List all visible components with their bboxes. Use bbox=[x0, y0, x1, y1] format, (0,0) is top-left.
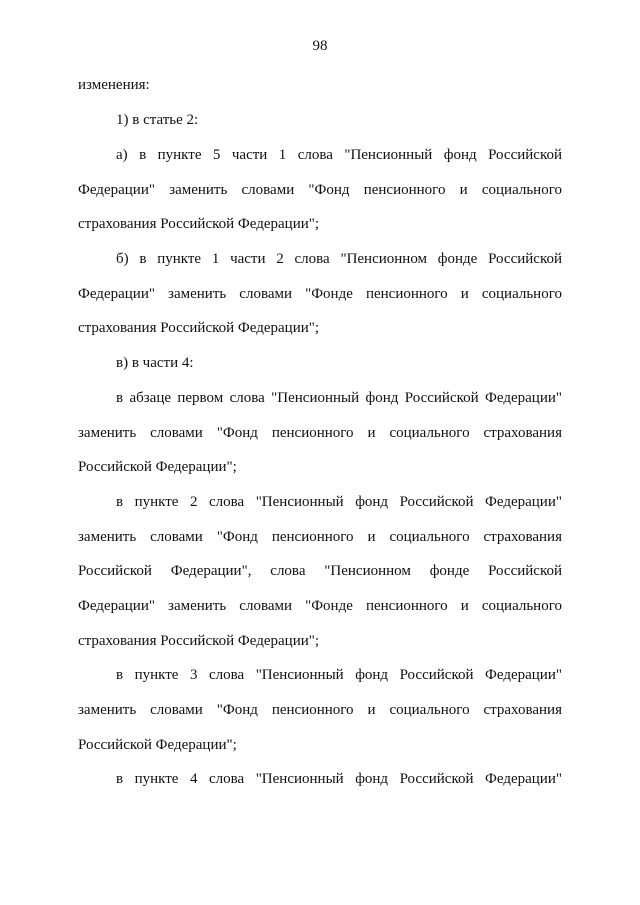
text-line: заменить словами "Фонд пенсионного и социального страхования bbox=[78, 529, 562, 545]
text-line: Федерации" заменить словами "Фонде пенсионного и социального bbox=[78, 286, 562, 302]
text-line: страхования Российской Федерации"; bbox=[78, 320, 320, 336]
text-line: б) в пункте 1 части 2 слова "Пенсионном фонде Российской bbox=[116, 251, 562, 267]
page-number: 98 bbox=[312, 38, 328, 54]
text-line: заменить словами "Фонд пенсионного и социального страхования bbox=[78, 425, 562, 441]
text-line: Российской Федерации"; bbox=[78, 459, 237, 475]
text-line: 1) в статье 2: bbox=[116, 112, 199, 128]
text-line: страхования Российской Федерации"; bbox=[78, 633, 320, 649]
text-line: в пункте 4 слова "Пенсионный фонд Российской Федерации" bbox=[116, 771, 562, 787]
text-line: в) в части 4: bbox=[116, 355, 194, 371]
text-line: изменения: bbox=[78, 77, 150, 93]
text-line: в абзаце первом слова "Пенсионный фонд Российской Федерации" bbox=[116, 390, 562, 406]
text-line: Федерации" заменить словами "Фонд пенсионного и социального bbox=[78, 182, 562, 198]
text-line: Федерации" заменить словами "Фонде пенсионного и социального bbox=[78, 598, 562, 614]
text-line: Российской Федерации"; bbox=[78, 737, 237, 753]
text-line: в пункте 2 слова "Пенсионный фонд Российской Федерации" bbox=[116, 494, 562, 510]
text-line: заменить словами "Фонд пенсионного и социального страхования bbox=[78, 702, 562, 718]
text-line: страхования Российской Федерации"; bbox=[78, 216, 320, 232]
text-line: Российской Федерации", слова "Пенсионном фонде Российской bbox=[78, 563, 562, 579]
text-line: в пункте 3 слова "Пенсионный фонд Российской Федерации" bbox=[116, 667, 562, 683]
text-line: а) в пункте 5 части 1 слова "Пенсионный фонд Российской bbox=[116, 147, 562, 163]
